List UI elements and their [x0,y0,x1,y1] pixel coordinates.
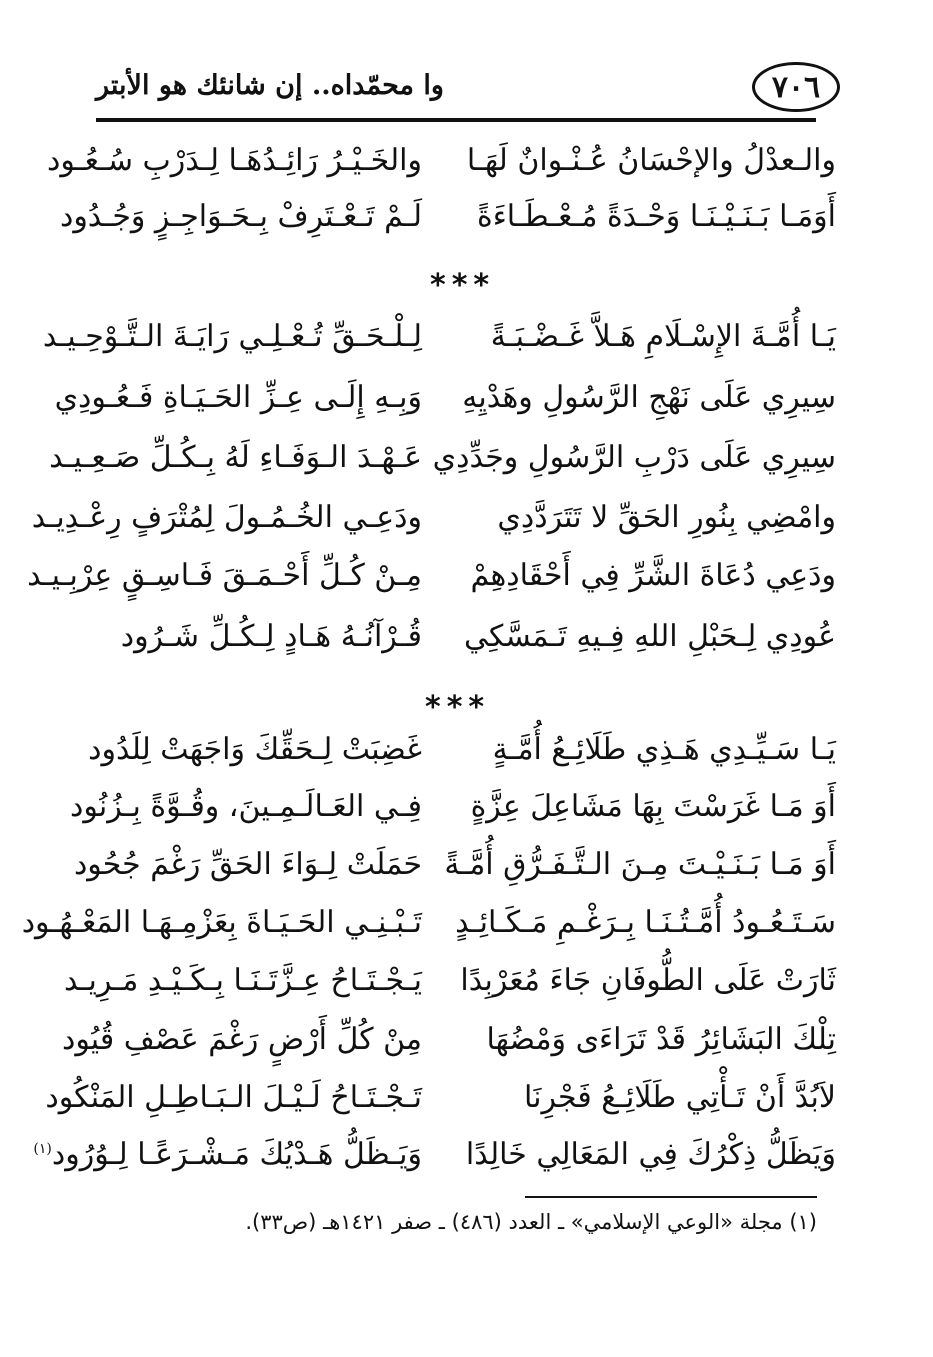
footnote-rule [525,1196,817,1198]
verse-left-hemistich: فِـي العَـالَـمِـينَ، وقُـوَّةً بِـزُنُود [70,789,422,824]
verse-right-hemistich: يَـا أُمَّـةَ الإِسْـلَامِ هَـلاَّ غَـضْـبَـةً [490,319,836,354]
running-title: وا محمّداه.. إن شانئك هو الأبتر [96,70,444,101]
verse-left-hemistich: لِـلْـحَـقِّ تُـعْـلِـي رَايَـةَ الـتَّـوْحِـيـد [42,319,422,354]
verse-right-hemistich: أَوَمَـا بَـنَـيْـنَـا وَحْـدَةً مُـعْـطَـاءَةً [476,199,836,234]
verse-right-hemistich: سِيرِي عَلَى دَرْبِ الرَّسُولِ وجَدِّدِي [432,440,836,475]
stanza-separator: *** [425,690,491,725]
verse-left-hemistich: ودَعِـي الخُـمُـولَ لِمُتْرَفٍ رِعْـدِيـد [31,500,422,535]
verse-left-hemistich: تَـجْـتَـاحُ لَـيْـلَ الـبَـاطِـلِ المَنْكُود [45,1080,422,1115]
verse-left-hemistich: عَـهْـدَ الـوَفَـاءِ لَهُ بِـكُـلِّ صَـعِـيـد [49,440,422,475]
verse-right-hemistich: أَوَ مَـا غَرَسْتَ بِهَا مَشَاعِلَ عِزَّةٍ [470,789,836,824]
verse-right-hemistich: سِيرِي عَلَى نَهْجِ الرَّسُولِ وهَدْيِهِ [462,380,836,415]
verse-left-hemistich: مِنْ كُلِّ أَرْضٍ رَغْمَ عَصْفِ قُيُود [61,1022,422,1057]
verse-right-hemistich: تِلْكَ البَشَائِرُ قَدْ تَرَاءَى وَمْضُهَا [486,1022,836,1057]
stanza-separator: *** [430,268,496,303]
verse-left-hemistich: قُـرْآنُـهُ هَـادٍ لِـكُـلِّ شَـرُود [120,619,422,654]
page-number: ٧٠٦ [752,62,840,112]
verse-left-hemistich: غَضِبَتْ لِـحَقِّكَ وَاجَهَتْ لِلَدُود [88,732,422,767]
verse-right-hemistich: والـعدْلُ والإحْسَانُ عُـنْـوانٌ لَهَـا [466,143,836,178]
verse-right-hemistich: ثَارَتْ عَلَى الطُّوفَانِ جَاءَ مُعَرْبِدًا [460,963,836,998]
verse-right-hemistich: وامْضِي بِنُورِ الحَقِّ لا تَتَرَدَّدِي [497,500,836,535]
verse-left-hemistich: وَبِـهِ إِلَـى عِـزِّ الحَـيَـاةِ فَـعُـودِي [54,380,422,415]
verse-left-text: وَيَـظَلُّ هَـدْيُكَ مَـشْـرَعًـا لِـوُرُود [51,1137,422,1172]
verse-left-hemistich [33,1137,422,1172]
verse-right-hemistich: وَيَظَلُّ ذِكْرُكَ فِي المَعَالِي خَالِدًا [465,1137,836,1172]
verse-left-hemistich: حَمَلَتْ لِـوَاءَ الحَقِّ رَغْمَ جُحُود [73,847,422,882]
verse-right-hemistich: يَـا سَـيِّـدِي هَـذِي طَلَائِـعُ أُمَّـةٍ [492,732,836,767]
verse-right-hemistich: عُودِي لِـحَبْلِ اللهِ فِـيهِ تَـمَسَّكِي [463,619,836,654]
verse-right-hemistich: سَـتَـعُـودُ أُمَّـتُـنَـا بِـرَغْـمِ مَـكَـائِـدٍ [455,905,836,940]
verse-left-hemistich: يَـجْـتَـاحُ عِـزَّتَـنَـا بِـكَـيْـدِ مَـرِيـد [64,963,422,998]
page-header [96,62,840,120]
verse-left-hemistich: مِـنْ كُـلِّ أَحْـمَـقَ فَـاسِـقٍ عِرْبِـيـد [27,558,422,593]
verse-right-hemistich: أَوَ مَـا بَـنَـيْـتَ مِـنَ الـتَّـفَـرُّقِ أُمَّـةً [444,847,836,882]
verse-left-hemistich: تَـبْـنِـي الحَـيَـاةَ بِعَزْمِـهَـا المَعْـهُـود [21,905,422,940]
verse-left-hemistich: والخَـيْـرُ رَائِـدُهَـا لِـدَرْبِ سُـعُـود [46,143,422,178]
footnote: (١) مجلة «الوعي الإسلامي» ـ العدد (٤٨٦) ـ صفر ١٤٢١هـ (ص٣٣). [245,1210,817,1234]
verse-right-hemistich: لاَبُدَّ أَنْ تَـأْتِي طَلَائِـعُ فَجْرِنَا [524,1080,836,1115]
header-rule [96,118,816,122]
verse-right-hemistich: ودَعِي دُعَاةَ الشَّرِّ فِي أَحْقَادِهِمْ [470,558,836,593]
verse-left-hemistich: لَـمْ تَـعْـتَرِفْ بِـحَـوَاجِـزٍ وَجُـدُود [59,199,422,234]
footnote-marker: (١) [33,1141,52,1157]
